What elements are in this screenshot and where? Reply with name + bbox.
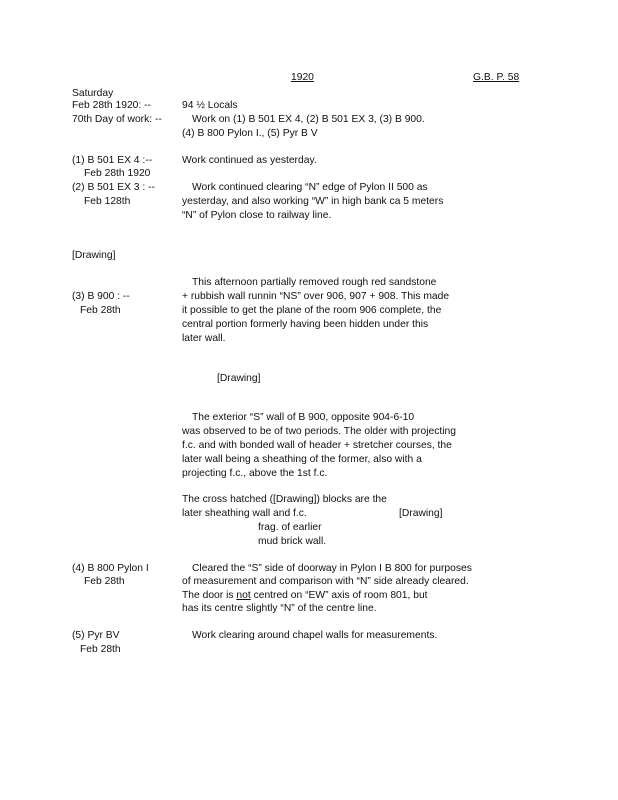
entry-text: Cleared the “S” side of doorway in Pylon I B 800 for purposes: [192, 563, 472, 574]
page-reference: G.B. P. 58: [473, 72, 520, 83]
entry-text: Work continued clearing “N” edge of Pylon II 500 as: [192, 182, 428, 193]
entry-text: later wall.: [182, 333, 226, 344]
entry-text: Work clearing around chapel walls for measurements.: [192, 630, 438, 641]
entry-text: The exterior “S” wall of B 900, opposite 904-6-10: [192, 412, 415, 423]
work-summary-line: (4) B 800 Pylon I., (5) Pyr B V: [182, 128, 318, 139]
entry-text: it possible to get the plane of the room 906 complete, the: [182, 305, 442, 316]
locals-count: 94 ½ Locals: [182, 100, 238, 111]
entry-label: (2) B 501 EX 3 : --: [72, 182, 155, 193]
entry-text: of measurement and comparison with “N” side already cleared.: [182, 576, 469, 587]
entry-text: projecting f.c., above the 1st f.c.: [182, 468, 328, 479]
text-run: The door is: [182, 590, 237, 601]
text-run: centred on “EW” axis of room 801, but: [250, 590, 428, 601]
entry-date: Feb 128th: [84, 196, 131, 207]
entry-text: The cross hatched ([Drawing]) blocks are the: [182, 494, 387, 505]
date-label: Feb 28th 1920: --: [72, 100, 151, 111]
entry-date: Feb 28th: [80, 305, 121, 316]
drawing-placeholder: [Drawing]: [72, 250, 116, 261]
entry-text: Work continued as yesterday.: [182, 155, 317, 166]
entry-label: (5) Pyr BV: [72, 630, 120, 641]
workday-label: 70th Day of work: --: [72, 114, 162, 125]
underlined-word: not: [236, 590, 251, 601]
entry-text: was observed to be of two periods. The older with projecting: [182, 426, 456, 437]
entry-text: + rubbish wall runnin “NS” over 906, 907 + 908. This made: [182, 291, 450, 302]
entry-text: later wall being a sheathing of the former, also with a: [182, 454, 422, 465]
entry-text: “N” of Pylon close to railway line.: [182, 210, 332, 221]
entry-text: [182, 591, 428, 601]
entry-text: mud brick wall.: [258, 536, 327, 547]
drawing-placeholder: [Drawing]: [399, 508, 443, 519]
entry-date: Feb 28th: [84, 576, 125, 587]
entry-date: Feb 28th 1920: [84, 168, 151, 179]
entry-label: (4) B 800 Pylon I: [72, 563, 149, 574]
entry-label: (1) B 501 EX 4 :--: [72, 155, 153, 166]
entry-label: (3) B 900 : --: [72, 291, 130, 302]
entry-text: has its centre slightly “N” of the centre line.: [182, 603, 377, 614]
entry-text: yesterday, and also working “W” in high bank ca 5 meters: [182, 196, 444, 207]
drawing-placeholder: [Drawing]: [217, 373, 261, 384]
entry-text: later sheathing wall and f.c.: [182, 508, 307, 519]
entry-date: Feb 28th: [80, 644, 121, 655]
entry-text: This afternoon partially removed rough red sandstone: [192, 277, 437, 288]
entry-text: frag. of earlier: [258, 522, 322, 533]
day-label: Saturday: [72, 88, 114, 99]
entry-text: central portion formerly having been hidden under this: [182, 319, 429, 330]
work-summary-line: Work on (1) B 501 EX 4, (2) B 501 EX 3, (3) B 900.: [192, 114, 425, 125]
entry-text: f.c. and with bonded wall of header + stretcher courses, the: [182, 440, 452, 451]
page-year: 1920: [291, 72, 314, 83]
